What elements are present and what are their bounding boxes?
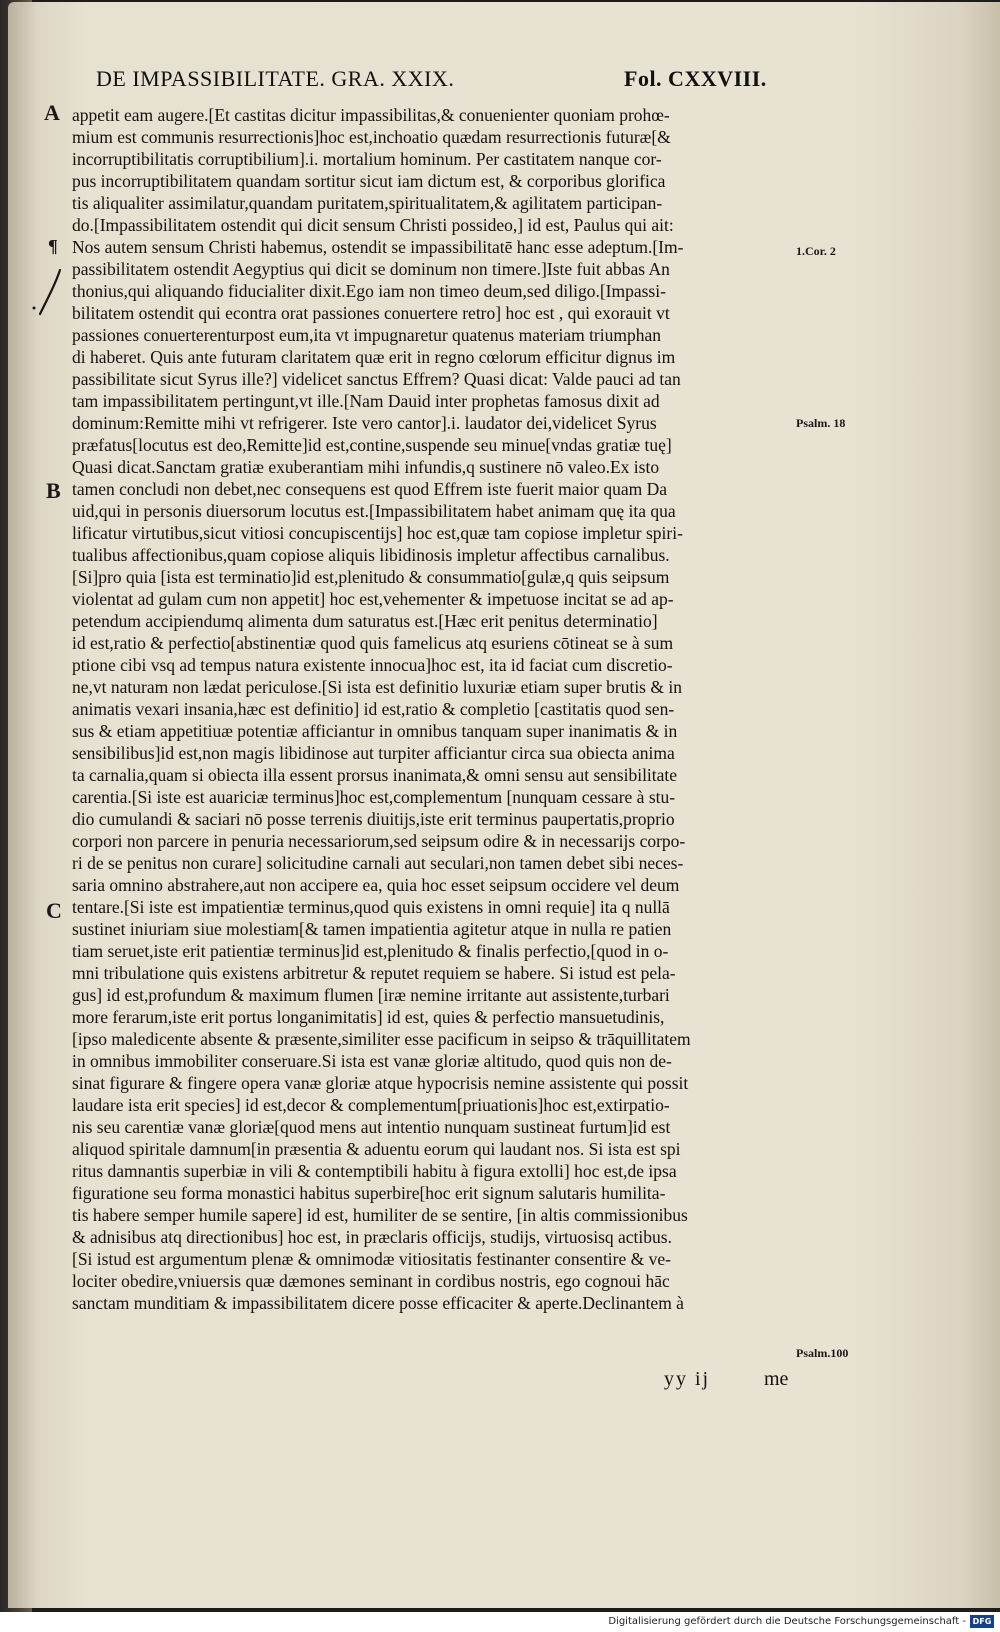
text-line: uid,qui in personis diuersorum locutus est.[Impassibilitatem habet animam quę ita qua xyxy=(72,501,676,521)
text-line: passibilitatem ostendit Aegyptius qui dicit se dominum non timere.]Iste fuit abbas An xyxy=(72,259,670,279)
text-line: sus & etiam appetitiuæ potentiæ afficiantur in omnibus tanquam super inanimatis & in xyxy=(72,721,678,741)
text-line: ptione cibi vsq ad tempus natura existente innocua]hoc est, ita id faciat cum discretio- xyxy=(72,655,673,675)
text-line: & adnisibus atq directionibus] hoc est, in præclaris officijs, studijs, virtuosisq actibus. xyxy=(72,1227,672,1247)
paragraph-mark: ¶ xyxy=(48,236,58,256)
text-line: appetit eam augere.[Et castitas dicitur impassibilitas,& conuenienter quoniam prohœ- xyxy=(72,105,670,125)
text-line: [ipso maledicente absente & præsente,similiter esse pacificum in seipso & trāquillitatem xyxy=(72,1029,691,1049)
text-line: tamen concludi non debet,nec consequens est quod Effrem iste fuerit maior quam Da xyxy=(72,479,667,499)
folio-number: Fol. CXXVIII. xyxy=(624,66,767,91)
side-note-1cor: 1.Cor. 2 xyxy=(796,244,836,258)
text-line: figuratione seu forma monastici habitus superbire[hoc erit signum salutaris humilita- xyxy=(72,1183,666,1203)
text-line: tiam seruet,iste erit patientiæ terminus]id est,plenitudo & finalis perfectio,[quod in o- xyxy=(72,941,669,961)
text-line: sanctam munditiam & impassibilitatem dicere posse efficaciter & aperte.Declinantem à xyxy=(72,1293,684,1313)
section-letter-a: A xyxy=(44,100,60,125)
text-line: tis habere semper humile sapere] id est, humiliter de se sentire, [in altis commissionibus xyxy=(72,1205,688,1225)
text-line: in omnibus immobiliter conseruare.Si ista est vanæ gloriæ altitudo, quod quis non de- xyxy=(72,1051,672,1071)
text-line: carentia.[Si iste est auariciæ terminus]hoc est,complementum [nunquam cessare à stu- xyxy=(72,787,676,807)
text-line: laudare ista erit species] id est,decor & complementum[priuationis]hoc est,extirpatio- xyxy=(72,1095,670,1115)
text-line: ritus damnantis superbiæ in vili & contemptibili habitu à figura extolli] hoc est,de ipsa xyxy=(72,1161,677,1181)
text-line: tis aliqualiter assimilatur,quandam puritatem,spiritualitatem,& agilitatem participan- xyxy=(72,193,663,213)
text-line: sinat figurare & fingere opera vanæ gloriæ atque hypocrisis nemine assistente qui possit xyxy=(72,1073,689,1093)
text-line: ne,vt naturam non lædat periculose.[Si ista est definitio luxuriæ etiam super brutis & in xyxy=(72,677,682,697)
text-line: do.[Impassibilitatem ostendit qui dicit sensum Christi possideo,] id est, Paulus qui ait: xyxy=(72,215,674,235)
text-line: pus incorruptibilitatem quandam sortitur sicut iam dictum est, & corporibus glorifica xyxy=(72,171,666,191)
text-line: [Si istud est argumentum plenæ & omnimodæ vitiositatis festinanter consentire & ve- xyxy=(72,1249,671,1269)
text-line: incorruptibilitatis corruptibilium].i. mortalium hominum. Per castitatem nanque cor- xyxy=(72,149,662,169)
text-line: violentat ad gulam cum non appetit] hoc est,vehementer & impetuose incitat se ad ap- xyxy=(72,589,674,609)
text-line: nis seu carentiæ vanæ gloriæ[quod mens aut intentio nunquam sustineat furtum]id est xyxy=(72,1117,671,1137)
text-line: lificatur virtutibus,sicut vitiosi concupiscentijs] hoc est,quæ tam copiose impletur spiri- xyxy=(72,523,683,543)
text-line: dominum:Remitte mihi vt refrigerer. Iste vero cantor].i. laudator dei,videlicet Syrus xyxy=(72,413,657,433)
handwritten-margin-stroke xyxy=(30,268,70,318)
catchword: me xyxy=(764,1368,789,1390)
text-line: Nos autem sensum Christi habemus, ostendit se impassibilitatē hanc esse adeptum.[Im- xyxy=(72,237,684,257)
section-letter-b: B xyxy=(46,478,61,503)
text-line: sensibilibus]id est,non magis libidinose aut turpiter afficiantur circa sua obiecta anima xyxy=(72,743,675,763)
text-line: dio cumulandi & saciari nō posse terrenis diuitijs,iste erit terminus paupertatis,proprio xyxy=(72,809,675,829)
text-line: ri de se penitus non curare] solicitudine carnali aut seculari,non tamen debet sibi neces- xyxy=(72,853,684,873)
text-line: passiones conuerterenturpost eum,ita vt impugnaretur quatenus materiam triumphan xyxy=(72,325,662,345)
text-line: tentare.[Si iste est impatientiæ terminus,quod quis existens in omni requie] ita q nullā xyxy=(72,897,670,917)
text-line: tam impassibilitatem pertingunt,vt ille.[Nam Dauid inter prophetas famosus dixit ad xyxy=(72,391,660,411)
footer-credit: Digitalisierung gefördert durch die Deutsche Forschungsgemeinschaft - xyxy=(608,1616,966,1627)
text-line: ta carnalia,quam si obiecta illa essent prorsus inanimata,& omni sensu aut sensibilitate xyxy=(72,765,678,785)
text-line: corpori non parcere in penuria necessariorum,sed seipsum odire & in necessarijs corpo- xyxy=(72,831,686,851)
side-note-psalm-18: Psalm. 18 xyxy=(796,416,846,430)
text-line: sustinet iniuriam siue molestiam[& tamen impatientia agitetur atque in nulla re patien xyxy=(72,919,672,939)
text-line: mium est communis resurrectionis]hoc est,inchoatio quædam resurrectionis futuræ[& xyxy=(72,127,671,147)
text-line: passibilitate sicut Syrus ille?] videlicet sanctus Effrem? Quasi dicat: Valde pauci ad tan xyxy=(72,369,681,389)
side-note-psalm-100: Psalm.100 xyxy=(796,1346,849,1360)
text-line: mni tribulatione quis existens arbitretur & reputet requiem se habere. Si istud est pela- xyxy=(72,963,676,983)
text-line: id est,ratio & perfectio[abstinentiæ quod quis famelicus atq esuriens cōtineat se à sum xyxy=(72,633,674,653)
text-line: [Si]pro quia [ista est terminatio]id est,plenitudo & consummatio[gulæ,q quis seipsum xyxy=(72,567,670,587)
text-line: thonius,qui aliquando fiducialiter dixit.Ego iam non timeo deum,sed diligo.[Impassi- xyxy=(72,281,666,301)
text-line: di haberet. Quis ante futuram claritatem quæ erit in regno cœlorum efficitur dignus im xyxy=(72,347,676,367)
running-header xyxy=(96,66,866,92)
text-line: animatis vexari insania,hæc est definitio] id est,ratio & completio [castitatis quod sen- xyxy=(72,699,675,719)
text-line: præfatus[locutus est deo,Remitte]id est,contine,suspende seu minue[vndas gratiæ tuę] xyxy=(72,435,672,455)
main-text-block xyxy=(72,104,792,1314)
text-line: Quasi dicat.Sanctam gratiæ exuberantiam mihi infundis,q sustinere nō valeo.Ex isto xyxy=(72,457,660,477)
text-line: lociter obedire,vniuersis quæ dæmones seminant in cordibus nostris, ego cognoui hāc xyxy=(72,1271,670,1291)
dfg-logo: DFG xyxy=(970,1615,994,1628)
text-line: saria omnino abstrahere,aut non accipere ea, quia hoc esset seipsum occidere vel deum xyxy=(72,875,680,895)
text-line: tualibus affectionibus,quam copiose aliquis libidinosis impletur affectibus carnalibus. xyxy=(72,545,670,565)
signature-mark: yy ij xyxy=(664,1368,711,1390)
text-line: bilitatem ostendit qui econtra orat passiones conuertere retro] hoc est , qui exorauit vt xyxy=(72,303,670,323)
text-line: gus] id est,profundum & maximum flumen [iræ nemine irritante aut assistente,turbari xyxy=(72,985,670,1005)
text-line: more ferarum,iste erit portus longanimitatis] id est, quies & perfectio mansuetudinis, xyxy=(72,1007,665,1027)
text-line: aliquod spiritale damnum[in præsentia & aduentu eorum qui laudant nos. Si ista est spi xyxy=(72,1139,681,1159)
header-title: DE IMPASSIBILITATE. GRA. XXIX. xyxy=(96,66,455,91)
text-line: petendum accipiendumq alimenta dum saturatus est.[Hæc erit penitus determinatio] xyxy=(72,611,658,631)
section-letter-c: C xyxy=(46,898,62,923)
